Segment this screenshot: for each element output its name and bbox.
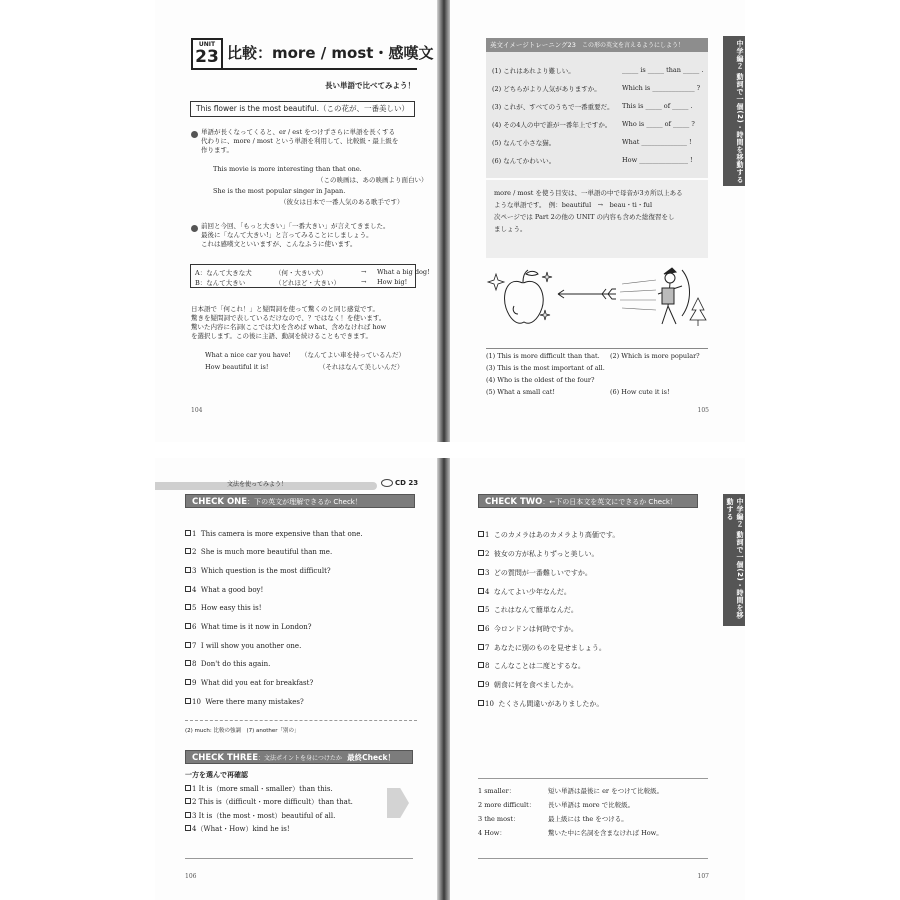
- check-three-subtitle: ：文法ポイントを身につけたか: [258, 755, 342, 762]
- answer-text: 最上級には the をつける。: [548, 815, 628, 823]
- text-line: 最後に「なんて大きい!」と言ってみることにしましょう。: [201, 231, 373, 239]
- arrow-icon: →: [361, 268, 367, 276]
- check-item[interactable]: 4 なんてよい少年なんだ。: [478, 587, 571, 597]
- bullet-icon: [191, 225, 198, 232]
- drill-prompt: (1) これはあれより難しい。: [492, 67, 575, 75]
- check-three-header: [185, 750, 413, 764]
- choice-item[interactable]: 1 It is（more small・smaller）than this.: [185, 784, 333, 794]
- check-item[interactable]: 1 This camera is more expensive than that one.: [185, 530, 363, 538]
- right-arrow-icon: [387, 788, 409, 818]
- answer-item: (3) This is the most important of all.: [486, 364, 605, 372]
- check-item[interactable]: 10 たくさん間違いがありましたか。: [478, 699, 603, 709]
- example-translation: （なんてよい車を持っているんだ）: [301, 351, 405, 359]
- checkbox-icon[interactable]: [185, 548, 191, 554]
- check-item[interactable]: 3 Which question is the most difficult?: [185, 567, 331, 575]
- answer-key: 2 more difficult：: [478, 801, 536, 809]
- answer-item: (2) Which is more popular?: [610, 352, 700, 360]
- bottom-spread: [155, 458, 745, 900]
- example-sentence: She is the most popular singer in Japan.: [213, 187, 346, 195]
- check-three-title: CHECK THREE: [192, 753, 259, 763]
- box-b-english: How big!: [377, 278, 408, 286]
- answer-item: (6) How cute it is!: [610, 388, 670, 396]
- divider: [185, 858, 413, 859]
- check-item[interactable]: 5 How easy this is!: [185, 604, 262, 612]
- check-item[interactable]: 9 朝食に何を食べましたか。: [478, 680, 578, 690]
- arrow-icon: [558, 289, 616, 299]
- drill-blank: Who is _____ of _____ ?: [622, 120, 695, 128]
- text-line: これは感嘆文といいますが、こんなふうに使います。: [201, 240, 357, 248]
- drill-prompt: (2) どちらがより人気がありますか。: [492, 85, 601, 93]
- explanation-paragraph-1: [201, 128, 398, 155]
- unit-title-rule: [191, 68, 417, 70]
- divider: [478, 858, 708, 859]
- drill-blank: _____ is _____ than _____ .: [622, 66, 704, 74]
- cd-track: [381, 479, 418, 487]
- sparkle-icon: [488, 272, 552, 320]
- check-item[interactable]: 8 こんなことは二度とするな。: [478, 661, 585, 671]
- answer-item: (1) This is more difficult than that.: [486, 352, 600, 360]
- checkbox-icon[interactable]: [478, 588, 484, 594]
- speed-lines-icon: [620, 280, 656, 310]
- check-item[interactable]: 1 このカメラはあのカメラより高価です。: [478, 530, 619, 540]
- training-title: 英文イメージトレーニング23: [490, 41, 576, 49]
- drill-prompt: (3) これが、すべてのうちで一番重要だ。: [492, 103, 614, 111]
- box-a-label: A：なんて大きな犬: [195, 269, 252, 277]
- page-number: 105: [697, 407, 709, 414]
- chapter-side-tab: 中学編２ 動詞で一個(2)・時間を移動する: [723, 494, 745, 626]
- answers-divider: [478, 778, 708, 779]
- divider: [185, 720, 417, 721]
- checkbox-icon[interactable]: [478, 625, 484, 631]
- answer-key: 1 smaller：: [478, 787, 516, 795]
- check-item[interactable]: 9 What did you eat for breakfast?: [185, 679, 313, 687]
- check-item[interactable]: 4 What a good boy!: [185, 586, 263, 594]
- checkbox-icon[interactable]: [478, 662, 484, 668]
- archer-icon: [658, 268, 690, 324]
- checkbox-icon[interactable]: [185, 530, 191, 536]
- box-b-note: （どれほど・大きい）: [275, 279, 340, 287]
- training-drills: [486, 52, 708, 178]
- book-gutter: [438, 0, 450, 442]
- page-104: [155, 0, 438, 442]
- example-translation: （この映画は、あの映画より面白い）: [317, 176, 428, 184]
- choice-item[interactable]: 2 This is（difficult・more difficult）than that.: [185, 797, 353, 807]
- exclamation-example-box: [190, 264, 430, 288]
- check-one-subtitle: ：下の英文が理解できるか Check！: [247, 498, 362, 506]
- answer-item: (5) What a small cat!: [486, 388, 555, 396]
- checkbox-icon[interactable]: [185, 825, 191, 831]
- chapter-side-tab: 中学編２ 動詞で一個(2)・時間を移動する: [723, 36, 745, 186]
- text-line: を選択します。この後に主語、動詞を続けることもできます。: [191, 332, 372, 340]
- unit-subtitle: 長い単語で比べてみよう！: [325, 81, 415, 90]
- page-105: [450, 0, 745, 442]
- text-line: 代わりに、more / most という単語を利用して、比較級・最上級を: [201, 137, 399, 145]
- checkbox-icon[interactable]: [185, 642, 191, 648]
- check-item[interactable]: 2 She is much more beautiful than me.: [185, 548, 332, 556]
- box-a-note: （何・大きい犬）: [275, 269, 327, 277]
- check-item[interactable]: 6 What time is it now in London?: [185, 623, 311, 631]
- page-number: 107: [697, 873, 709, 880]
- check-item[interactable]: 8 Don't do this again.: [185, 660, 270, 668]
- check-item[interactable]: 7 I will show you another one.: [185, 642, 301, 650]
- cd-icon: [381, 479, 393, 487]
- tree-icon: [690, 298, 706, 326]
- key-sentence-box: This flower is the most beautiful.（この花が、一番美しい）: [190, 101, 415, 117]
- drill-prompt: (6) なんてかわいい。: [492, 157, 556, 165]
- check-item[interactable]: 3 どの質問が一番難しいですか。: [478, 568, 592, 578]
- bullet-icon: [191, 131, 198, 138]
- checkbox-icon[interactable]: [478, 644, 484, 650]
- page-number: 106: [185, 873, 197, 880]
- text-line: 驚いた内容に名詞(ここでは犬)を含めば what、含めなければ how: [191, 323, 387, 331]
- drill-blank: Which is _____________ ?: [622, 84, 701, 92]
- drill-blank: This is _____ of _____ .: [622, 102, 693, 110]
- hint-line: 次ページでは Part 2の他の UNIT の内容も含めた総復習をし: [494, 213, 675, 221]
- explanation-paragraph-3: [191, 305, 386, 341]
- example-sentence: What a nice car you have!: [205, 351, 291, 359]
- unit-label: UNIT: [198, 41, 216, 48]
- arrow-icon: →: [361, 278, 367, 286]
- checkbox-icon[interactable]: [185, 567, 191, 573]
- check-item[interactable]: 6 今ロンドンは何時ですか。: [478, 624, 578, 634]
- checkbox-icon[interactable]: [478, 606, 484, 612]
- check-two-header: [478, 494, 698, 508]
- drill-prompt: (5) なんて小さな猫。: [492, 139, 556, 147]
- box-a-english: What a big dog!: [377, 268, 430, 276]
- check-one-header: [185, 494, 415, 508]
- hint-line: ましょう。: [494, 225, 527, 233]
- page-number: 104: [191, 407, 203, 414]
- checkbox-icon[interactable]: [185, 623, 191, 629]
- checkbox-icon[interactable]: [185, 679, 191, 685]
- choice-item[interactable]: 3 It is（the most・most）beautiful of all.: [185, 811, 335, 821]
- hint-line: ような単語です。 例：beautiful → beau・ti・ful: [494, 201, 653, 209]
- top-spread: [155, 0, 745, 442]
- answers-divider: [486, 348, 708, 349]
- drill-blank: How _______________ !: [622, 156, 693, 164]
- check-two-subtitle: ：←下の日本文を英文にできるか Check！: [542, 498, 677, 506]
- unit-badge: [191, 38, 223, 70]
- text-line: 驚きを疑問詞で表しているだけなので、？ではなく！を使います。: [191, 314, 386, 322]
- example-sentence: How beautiful it is!: [205, 363, 269, 371]
- hint-box: [486, 180, 708, 258]
- example-sentence: This movie is more interesting than that one.: [213, 165, 362, 173]
- page-107: [450, 458, 745, 900]
- answer-item: (4) Who is the oldest of the four?: [486, 376, 595, 384]
- box-b-label: B：なんて大きい: [195, 279, 246, 287]
- checkbox-icon[interactable]: [478, 531, 484, 537]
- answer-key: 3 the most：: [478, 815, 520, 823]
- checkbox-icon[interactable]: [185, 586, 191, 592]
- checkbox-icon[interactable]: [185, 798, 191, 804]
- checkbox-icon[interactable]: [478, 681, 484, 687]
- check-item[interactable]: 7 あなたに別のものを見せましょう。: [478, 643, 606, 653]
- checkbox-icon[interactable]: [185, 812, 191, 818]
- drill-blank: What ______________ !: [622, 138, 692, 146]
- apple-archer-illustration: [486, 262, 708, 346]
- grammar-note: (2) much: 比較の強調 (7) another「別の」: [185, 728, 300, 734]
- answer-text: 短い単語は最後に er をつけて比較級。: [548, 787, 664, 795]
- unit-number: 23: [195, 47, 219, 67]
- check-three-tail: 最終Check！: [347, 753, 396, 762]
- check-item[interactable]: 10 Were there many mistakes?: [185, 698, 304, 706]
- drill-prompt: (4) その4人の中で誰が一番年上ですか。: [492, 121, 612, 129]
- check-two-title: CHECK TWO: [485, 497, 543, 507]
- check-item[interactable]: 2 彼女の方が私よりずっと美しい。: [478, 549, 599, 559]
- check-item[interactable]: 5 これはなんて簡単なんだ。: [478, 605, 578, 615]
- example-translation: （それはなんて美しいんだ）: [319, 363, 404, 371]
- checkbox-icon[interactable]: [478, 700, 484, 706]
- answer-text: 驚いた中に名詞を含まなければ How。: [548, 829, 663, 837]
- check-one-title: CHECK ONE: [192, 497, 248, 507]
- choice-item[interactable]: 4（What・How）kind he is!: [185, 824, 290, 834]
- checkbox-icon[interactable]: [185, 698, 191, 704]
- checkbox-icon[interactable]: [478, 550, 484, 556]
- training-subtitle: この形の英文を言えるようにしよう！: [582, 42, 685, 49]
- training-header: [486, 38, 708, 52]
- unit-title: 比較：more / most・感嘆文: [227, 44, 434, 62]
- hint-line: more / most を使う目安は、一単語の中で母音が3カ所以上ある: [494, 189, 683, 197]
- text-line: 日本語で「何これ！」と疑問詞を使って驚くのと同じ感覚です。: [191, 305, 379, 313]
- text-line: 前回と今回、「もっと大きい」「一番大きい」が言えてきました。: [201, 222, 390, 230]
- section-label: 文法を使ってみよう！: [227, 481, 288, 488]
- page-106: [155, 458, 438, 900]
- example-translation: （彼女は日本で一番人気のある歌手です）: [280, 198, 404, 206]
- text-line: 作ります。: [201, 146, 233, 154]
- checkbox-icon[interactable]: [185, 785, 191, 791]
- book-gutter: [438, 458, 450, 900]
- checkbox-icon[interactable]: [185, 604, 191, 610]
- cd-label: CD 23: [395, 479, 419, 487]
- explanation-paragraph-2: [201, 222, 390, 249]
- choose-heading: 一方を選んで再確認: [185, 771, 248, 779]
- apple-icon: [505, 270, 544, 323]
- checkbox-icon[interactable]: [185, 660, 191, 666]
- checkbox-icon[interactable]: [478, 569, 484, 575]
- text-line: 単語が長くなってくると、er / est をつけずさらに単語を長くする: [201, 128, 396, 136]
- answer-text: 長い単語は more で比較級。: [548, 801, 635, 809]
- answer-key: 4 How：: [478, 829, 506, 837]
